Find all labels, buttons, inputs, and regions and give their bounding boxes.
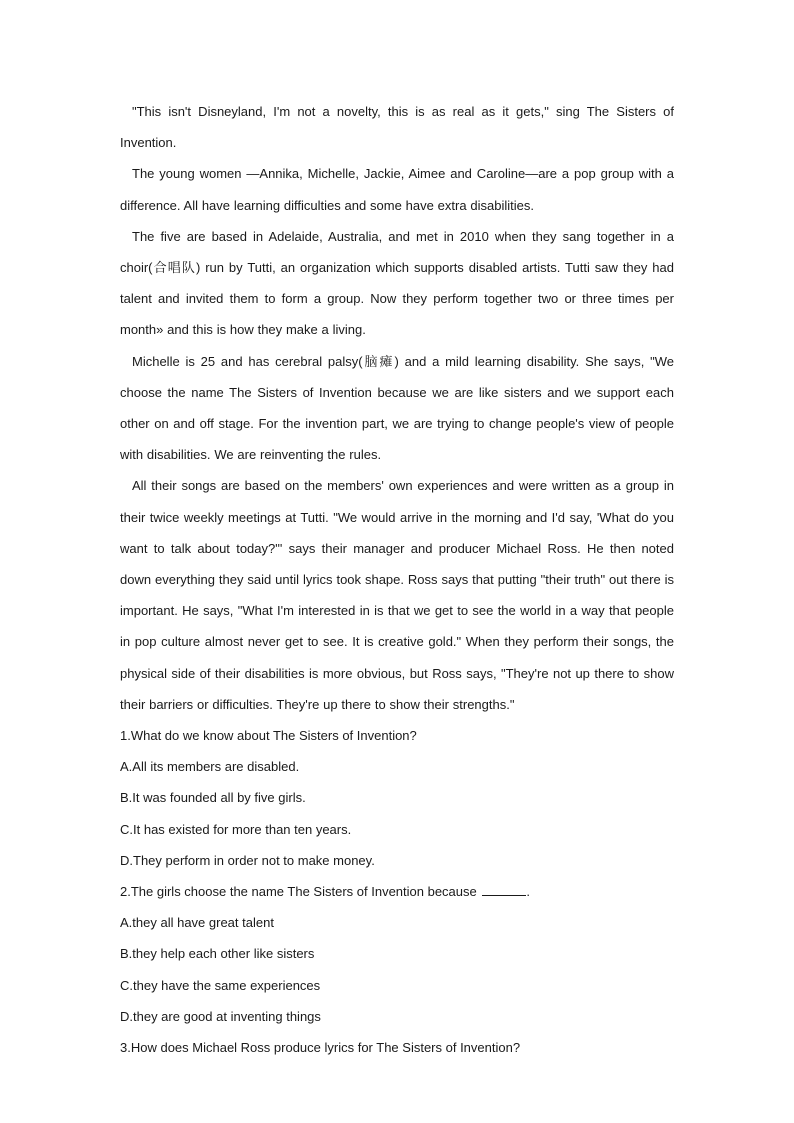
question-1-stem: 1.What do we know about The Sisters of Invention? bbox=[120, 728, 417, 744]
document-page bbox=[120, 96, 674, 1063]
question-1-option-c: C.It has existed for more than ten years. bbox=[120, 821, 352, 837]
passage-paragraph-4: Michelle is 25 and has cerebral palsy(脑瘫) and a mild learning disability. She says, "We choose the name The Sisters of Invention because we are like sisters and we support each other on and off stage. For the invention part, we are trying to change people's view of people with disabilities. We are reinventing the rules. bbox=[120, 353, 674, 463]
passage-paragraph-3: The five are based in Adelaide, Australia, and met in 2010 when they sang together in a choir(合唱队) run by Tutti, an organization which supports disabled artists. Tutti saw they had talent and invited them to form a group. Now they perform together two or three times per month» and this is how they make a living. bbox=[120, 228, 674, 338]
question-2-stem: 2.The girls choose the name The Sisters of Invention because bbox=[120, 884, 477, 900]
passage-paragraph-2: The young women —Annika, Michelle, Jackie, Aimee and Caroline—are a pop group with a difference. All have learning difficulties and some have extra disabilities. bbox=[120, 166, 674, 213]
question-1-option-b: B.It was founded all by five girls. bbox=[120, 790, 306, 806]
question-1-option-d: D.They perform in order not to make money. bbox=[120, 852, 375, 868]
question-2-stem-end: . bbox=[526, 884, 530, 900]
question-2-option-c: C.they have the same experiences bbox=[120, 977, 321, 993]
question-2-stem-line bbox=[120, 876, 674, 907]
question-2-option-d: D.they are good at inventing things bbox=[120, 1008, 321, 1024]
answer-blank bbox=[482, 882, 526, 896]
question-1-option-a: A.All its members are disabled. bbox=[120, 759, 300, 775]
question-2-option-a: A.they all have great talent bbox=[120, 915, 274, 931]
question-3-stem: 3.How does Michael Ross produce lyrics for The Sisters of Invention? bbox=[120, 1040, 521, 1056]
passage-paragraph-1: "This isn't Disneyland, I'm not a novelty, this is as real as it gets," sing The Sisters of Invention. bbox=[120, 104, 674, 151]
passage-paragraph-5: All their songs are based on the members' own experiences and were written as a group in their twice weekly meetings at Tutti. "We would arrive in the morning and I'd say, 'What do you want to talk about today?"' says their manager and producer Michael Ross. He then noted down everything they said until lyrics took shape. Ross says that putting "their truth" out there is important. He says, "What I'm interested in is that we get to see the world in a way that people in pop culture almost never get to see. It is creative gold." When they perform their songs, the physical side of their disabilities is more obvious, but Ross says, "They're not up there to show their barriers or difficulties. They're up there to show their strengths." bbox=[120, 478, 674, 712]
question-2-option-b: B.they help each other like sisters bbox=[120, 946, 315, 962]
